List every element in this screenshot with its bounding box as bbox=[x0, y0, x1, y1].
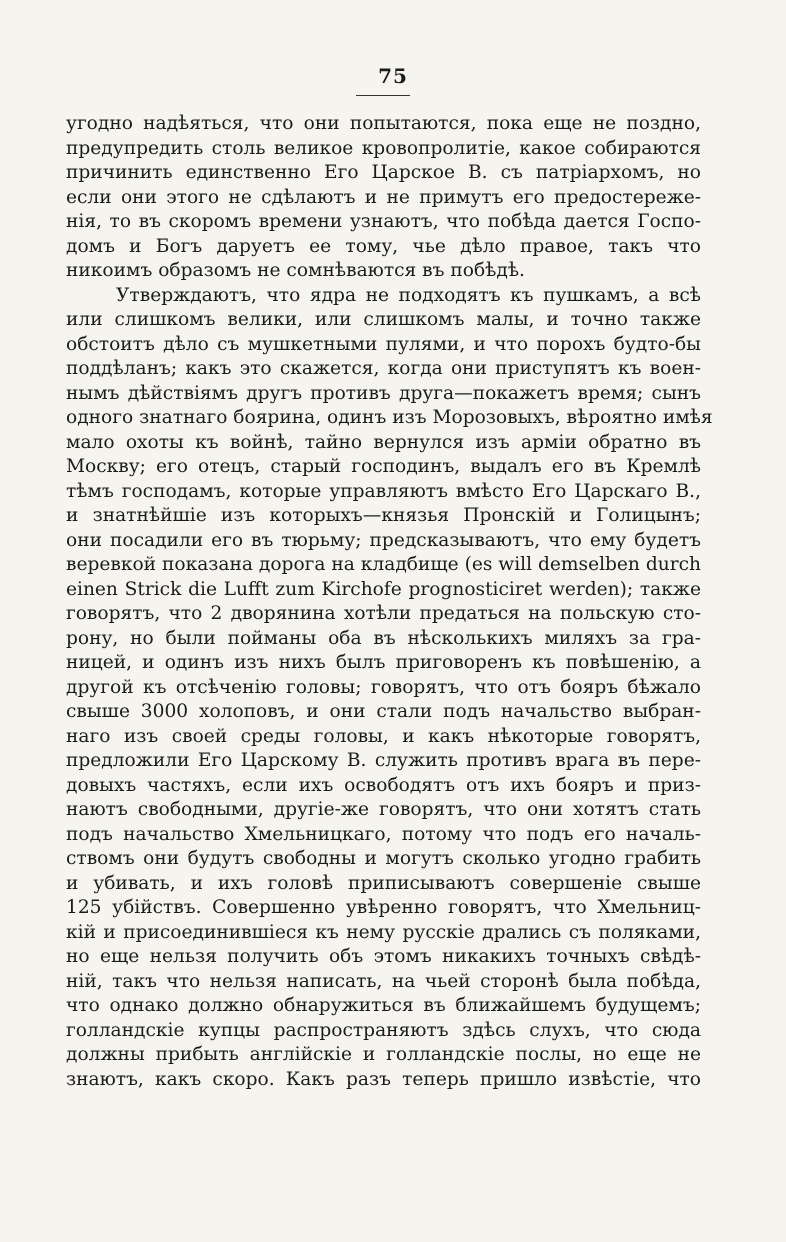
text-line: но еще нельзя получить объ этомъ никакихъ точныхъ свѣдѣ- bbox=[66, 946, 701, 967]
text-line: предупредить столь великое кровопролитіе, какое собираются bbox=[66, 137, 701, 159]
text-line: наютъ свободными, другіе-же говорятъ, что они хотятъ стать bbox=[66, 799, 701, 820]
text-line: поддѣланъ; какъ это скажется, когда они приступятъ къ воен- bbox=[66, 358, 701, 379]
text-line: если они этого не сдѣлаютъ и не примутъ его предостереже- bbox=[66, 186, 701, 208]
text-line: рону, но были пойманы оба въ нѣсколькихъ миляхъ за гра- bbox=[66, 627, 701, 649]
text-line: никоимъ образомъ не сомнѣваются въ побѣдѣ. bbox=[66, 260, 525, 281]
text-line: einen Strick die Lufft zum Kirchofe prognosticiret werden); также bbox=[66, 578, 701, 600]
text-line: предложили Его Царскому В. служить противъ врага въ пере- bbox=[66, 750, 701, 771]
text-line: одного знатнаго боярина, одинъ изъ Морозовыхъ, вѣроятно имѣя bbox=[66, 407, 713, 428]
text-line: подъ начальство Хмельницкаго, потому что подъ его началь- bbox=[66, 823, 701, 845]
text-line: знаютъ, какъ скоро. Какъ разъ теперь пришло извѣстіе, что bbox=[66, 1068, 701, 1090]
page-number: 75 bbox=[378, 64, 408, 88]
text-line: нія, то въ скоромъ времени узнаютъ, что побѣда дается Госпо- bbox=[66, 211, 701, 232]
text-line: мало охоты къ войнѣ, тайно вернулся изъ арміи обратно въ bbox=[66, 431, 701, 453]
text-line: что однако должно обнаружиться въ ближайшемъ будущемъ; bbox=[66, 995, 701, 1016]
text-line: наго изъ своей среды головы, и какъ нѣкоторые говорятъ, bbox=[66, 725, 701, 747]
text-line: веревкой показана дорога на кладбище (es will demselben durch bbox=[66, 554, 701, 575]
text-line: ній, такъ что нельзя написать, на чьей сторонѣ была побѣда, bbox=[66, 970, 701, 992]
text-line: обстоитъ дѣло съ мушкетными пулями, и что порохъ будто-бы bbox=[66, 333, 701, 355]
text-line: причинить единственно Его Царское В. съ патріархомъ, но bbox=[66, 162, 701, 183]
text-line: тѣмъ господамъ, которые управляютъ вмѣсто Его Царскаго В., bbox=[66, 480, 701, 502]
text-line: свыше 3000 холоповъ, и они стали подъ начальство выбран- bbox=[66, 701, 701, 722]
text-line: другой къ отсѣченію головы; говорятъ, что отъ бояръ бѣжало bbox=[66, 676, 701, 698]
text-line: или слишкомъ велики, или слишкомъ малы, и точно также bbox=[66, 309, 701, 330]
text-line: говорятъ, что 2 дворянина хотѣли предаться на польскую сто- bbox=[66, 603, 701, 624]
text-line: ствомъ они будутъ свободны и могутъ сколько угодно грабить bbox=[66, 848, 701, 869]
text-line: домъ и Богъ даруетъ ее тому, чье дѣло правое, такъ что bbox=[66, 235, 701, 257]
text-line: и знатнѣйшіе изъ которыхъ—князья Пронскій и Голицынъ; bbox=[66, 505, 701, 526]
text-line: кій и присоединившіеся къ нему русскіе дрались съ поляками, bbox=[66, 921, 701, 943]
paragraph-start-line: Утверждаютъ, что ядра не подходятъ къ пушкамъ, а всѣ bbox=[116, 284, 701, 306]
text-line: нымъ дѣйствіямъ другъ противъ друга—покажетъ время; сынъ bbox=[66, 382, 701, 404]
text-line: угодно надѣяться, что они попытаются, пока еще не поздно, bbox=[66, 113, 701, 134]
text-line: 125 убійствъ. Совершенно увѣренно говорятъ, что Хмельниц- bbox=[66, 897, 701, 918]
page-number-rule bbox=[356, 95, 410, 96]
text-line: Москву; его отецъ, старый господинъ, выдалъ его въ Кремлѣ bbox=[66, 456, 701, 477]
text-line: ницей, и одинъ изъ нихъ былъ приговоренъ къ повѣшенію, а bbox=[66, 652, 701, 673]
text-line: довыхъ частяхъ, если ихъ освободятъ отъ ихъ бояръ и приз- bbox=[66, 774, 701, 796]
text-line: голландскіе купцы распространяютъ здѣсь слухъ, что сюда bbox=[66, 1019, 701, 1041]
body-text bbox=[66, 112, 713, 1092]
text-line: и убивать, и ихъ головѣ приписываютъ совершеніе свыше bbox=[66, 872, 701, 894]
text-line: должны прибыть англійскіе и голландскіе послы, но еще не bbox=[66, 1044, 701, 1065]
text-line: они посадили его въ тюрьму; предсказываютъ, что ему будетъ bbox=[66, 529, 701, 551]
